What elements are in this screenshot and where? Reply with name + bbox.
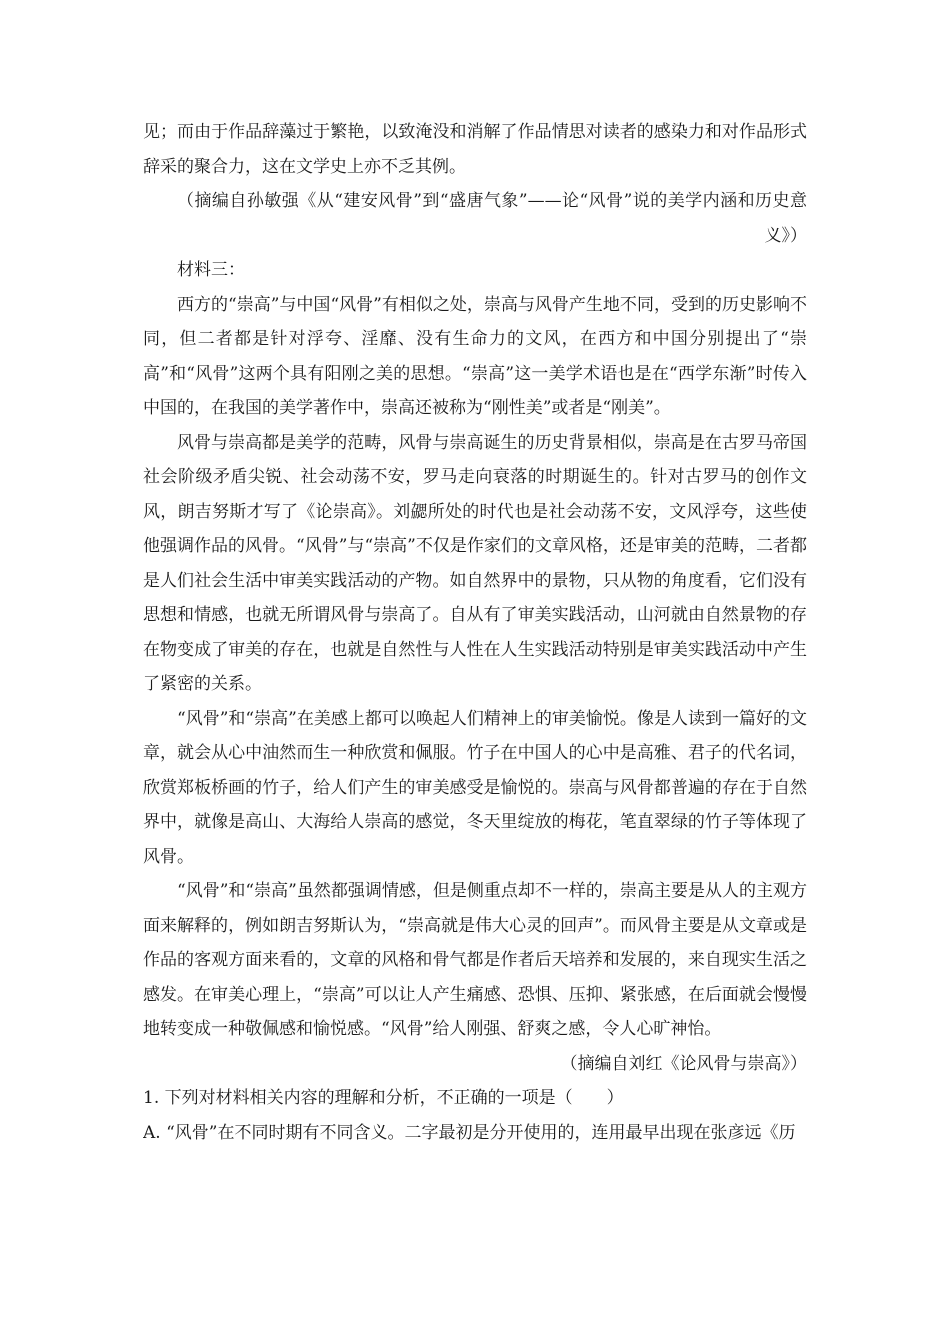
question-1-stem: 1. 下列对材料相关内容的理解和分析，不正确的一项是（ ） — [143, 1088, 624, 1108]
material-3-heading: 材料三： — [177, 260, 245, 280]
question-1-option-a: A. “风骨”在不同时期有不同含义。二字最初是分开使用的，连用最早出现在张彦远《历 — [143, 1122, 796, 1143]
source-citation-material-3: （摘编自刘红《论风骨与崇高》） — [560, 1053, 807, 1074]
source-citation-material-2: （摘编自孙敏强《从“建安风骨”到“盛唐气象”——论“风骨”说的美学内涵和历史意义》） — [177, 191, 807, 246]
material-3-paragraph-1: 西方的“崇高”与中国“风骨”有相似之处，崇高与风骨产生地不同，受到的历史影响不同，但二者都是针对浮夸、淫靡、没有生命力的文风，在西方和中国分别提出了“崇高”和“风骨”这两个具有阳刚之美的思想。“崇高”这一美学术语也是在“西学东渐”时传入中国的，在我国的美学著作中，崇高还被称为“刚性美”或者是“刚美”。 — [143, 294, 807, 418]
material-3-paragraph-2: 风骨与崇高都是美学的范畴，风骨与崇高诞生的历史背景相似，崇高是在古罗马帝国社会阶级矛盾尖锐、社会动荡不安，罗马走向衰落的时期诞生的。针对古罗马的创作文风，朗吉努斯才写了《论崇高》。刘勰所处的时代也是社会动荡不安，文风浮夸，这些使他强调作品的风骨。“风骨”与“崇高”不仅是作家们的文章风格，还是审美的范畴，二者都是人们社会生活中审美实践活动的产物。如自然界中的景物，只从物的角度看，它们没有思想和情感，也就无所谓风骨与崇高了。自从有了审美实践活动，山河就由自然景物的存在物变成了审美的存在，也就是自然性与人性在人生实践活动特别是审美实践活动中产生了紧密的关系。 — [143, 432, 807, 694]
document-content — [143, 115, 807, 1150]
material-3-paragraph-3: “风骨”和“崇高”在美感上都可以唤起人们精神上的审美愉悦。像是人读到一篇好的文章，就会从心中油然而生一种欣赏和佩服。竹子在中国人的心中是高雅、君子的代名词，欣赏郑板桥画的竹子，给人们产生的审美感受是愉悦的。崇高与风骨都普遍的存在于自然界中，就像是高山、大海给人崇高的感觉，冬天里绽放的梅花，笔直翠绿的竹子等体现了风骨。 — [143, 708, 807, 867]
continuation-paragraph: 见；而由于作品辞藻过于繁艳，以致淹没和消解了作品情思对读者的感染力和对作品形式辞采的聚合力，这在文学史上亦不乏其例。 — [143, 122, 807, 177]
material-3-paragraph-4: “风骨”和“崇高”虽然都强调情感，但是侧重点却不一样的，崇高主要是从人的主观方面来解释的，例如朗吉努斯认为，“崇高就是伟大心灵的回声”。而风骨主要是从文章或是作品的客观方面来看的，文章的风格和骨气都是作者后天培养和发展的，来自现实生活之感发。在审美心理上，“崇高”可以让人产生痛感、恐惧、压抑、紧张感，在后面就会慢慢地转变成一种敬佩感和愉悦感。“风骨”给人刚强、舒爽之感，令人心旷神怡。 — [143, 881, 807, 1039]
